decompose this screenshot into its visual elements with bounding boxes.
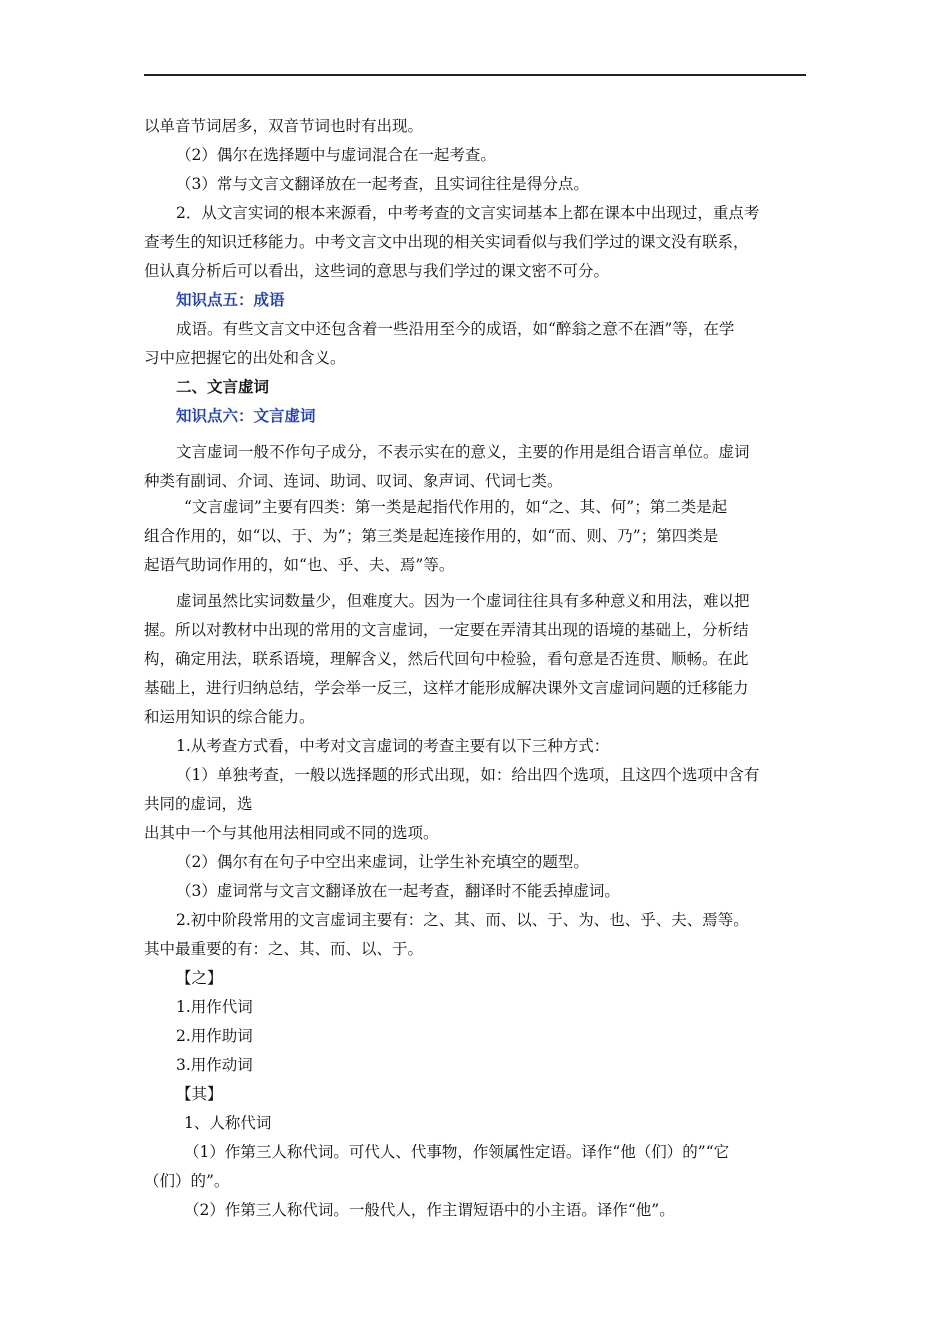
text-line: 和运用知识的综合能力。	[144, 708, 315, 726]
list-item: 3.用作动词	[176, 1056, 253, 1074]
text-line: 成语。有些文言文中还包含着一些沿用至今的成语，如“醉翁之意不在酒”等，在学	[176, 320, 735, 338]
text-line: 2．从文言实词的根本来源看，中考考查的文言实词基本上都在课本中出现过，重点考	[176, 204, 760, 222]
bracket-heading-zhi: 【之】	[176, 969, 223, 987]
text-line: 出其中一个与其他用法相同或不同的选项。	[144, 824, 439, 842]
text-line: 查考生的知识迁移能力。中考文言文中出现的相关实词看似与我们学过的课文没有联系，	[144, 233, 749, 251]
header-rule	[144, 74, 806, 76]
bracket-heading-qi: 【其】	[176, 1085, 223, 1103]
text-line: （3）常与文言文翻译放在一起考查，且实词往往是得分点。	[176, 175, 589, 193]
text-line: （3）虚词常与文言文翻译放在一起考查，翻译时不能丢掉虚词。	[176, 882, 620, 900]
text-line: （1）作第三人称代词。可代人、代事物，作领属性定语。译作“他（们）的”“它	[184, 1143, 730, 1161]
text-line: （2）作第三人称代词。一般代人，作主谓短语中的小主语。译作“他”。	[184, 1201, 675, 1219]
text-line: 但认真分析后可以看出，这些词的意思与我们学过的课文密不可分。	[144, 262, 610, 280]
text-line: （2）偶尔有在句子中空出来虚词，让学生补充填空的题型。	[176, 853, 589, 871]
list-item: 1、人称代词	[184, 1114, 272, 1132]
text-line: 习中应把握它的出处和含义。	[144, 349, 346, 367]
text-line: “文言虚词”主要有四类：第一类是起指代作用的，如“之、其、何”；第二类是起	[184, 498, 728, 516]
section-heading-knowledge-5: 知识点五：成语	[176, 290, 285, 309]
section-heading-knowledge-6: 知识点六：文言虚词	[176, 406, 316, 425]
list-item: 1.用作代词	[176, 998, 253, 1016]
text-line: 1.从考查方式看，中考对文言虚词的考查主要有以下三种方式：	[176, 737, 610, 755]
text-line: 以单音节词居多，双音节词也时有出现。	[144, 117, 424, 135]
text-line: （们）的”。	[144, 1172, 230, 1190]
text-line: 其中最重要的有：之、其、而、以、于。	[144, 940, 424, 958]
list-item: 2.用作助词	[176, 1027, 253, 1045]
section-heading-2: 二、文言虚词	[176, 377, 270, 396]
text-line: 构，确定用法，联系语境，理解含义，然后代回句中检验，看句意是否连贯、顺畅。在此	[144, 650, 749, 668]
text-line: 组合作用的，如“以、于、为”；第三类是起连接作用的，如“而、则、乃”；第四类是	[144, 527, 719, 545]
text-line: 起语气助词作用的，如“也、乎、夫、焉”等。	[144, 556, 455, 574]
text-line: （2）偶尔在选择题中与虚词混合在一起考查。	[176, 146, 496, 164]
text-line: 握。所以对教材中出现的常用的文言虚词，一定要在弄清其出现的语境的基础上，分析结	[144, 621, 749, 639]
text-line: 2.初中阶段常用的文言虚词主要有：之、其、而、以、于、为、也、乎、夫、焉等。	[176, 911, 749, 929]
text-line: 文言虚词一般不作句子成分，不表示实在的意义，主要的作用是组合语言单位。虚词	[176, 443, 750, 461]
text-line: 虚词虽然比实词数量少，但难度大。因为一个虚词往往具有多种意义和用法，难以把	[176, 592, 750, 610]
text-line: 基础上，进行归纳总结，学会举一反三，这样才能形成解决课外文言虚词问题的迁移能力	[144, 679, 749, 697]
text-line: 共同的虚词，选	[144, 795, 253, 813]
text-line: （1）单独考查，一般以选择题的形式出现，如：给出四个选项，且这四个选项中含有	[176, 766, 760, 784]
text-line: 种类有副词、介词、连词、助词、叹词、象声词、代词七类。	[144, 472, 563, 490]
